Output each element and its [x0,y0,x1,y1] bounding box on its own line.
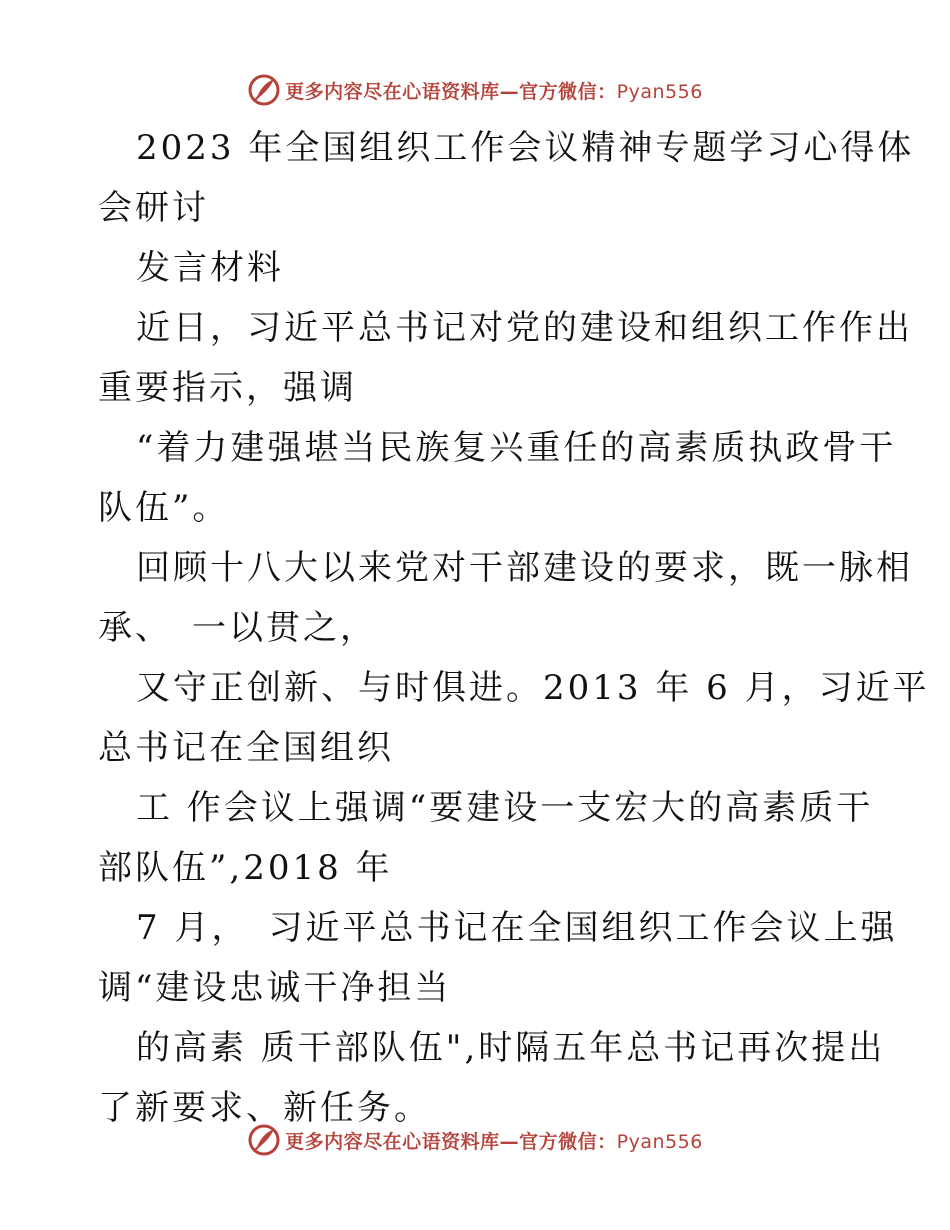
text-line: 2023 年全国组织工作会议精神专题学习心得体 [136,128,915,168]
header-watermark [0,70,950,110]
text-line: 近日，习近平总书记对党的建设和组织工作作出 [136,308,913,348]
text-line: 工 作会议上强调“要建设一支宏大的高素质干 [136,788,874,828]
feather-quill-logo-icon [247,1123,281,1157]
text-line: 会研讨 [98,188,209,228]
watermark-text: 更多内容尽在心语资料库—官方微信：Pyan556 [285,1130,703,1153]
text-line: 重要指示，强调 [98,368,357,408]
text-line: 回顾十八大以来党对干部建设的要求，既一脉相 [136,548,913,588]
watermark-text: 更多内容尽在心语资料库—官方微信：Pyan556 [285,80,703,103]
text-line: 部队伍”,2018 年 [98,848,393,888]
text-line: 又守正创新、与时俱进。2013 年 6 月，习近平 [136,668,930,708]
text-line: 7 月， 习近平总书记在全国组织工作会议上强 [136,908,898,948]
footer-watermark [0,1120,950,1160]
text-line: 总书记在全国组织 [98,728,394,768]
text-line: 承、 一以贯之， [98,608,377,648]
text-line: 了新要求、新任务。 [98,1088,431,1128]
document-body [98,118,930,1138]
text-line: 队伍”。 [98,488,230,528]
text-line: 的高素 质干部队伍",时隔五年总书记再次提出 [136,1028,886,1068]
feather-quill-logo-icon [247,73,281,107]
text-line: 发言材料 [136,248,284,288]
text-line: “着力建强堪当民族复兴重任的高素质执政骨干 [136,428,897,468]
text-line: 调“建设忠诚干净担当 [98,968,452,1008]
